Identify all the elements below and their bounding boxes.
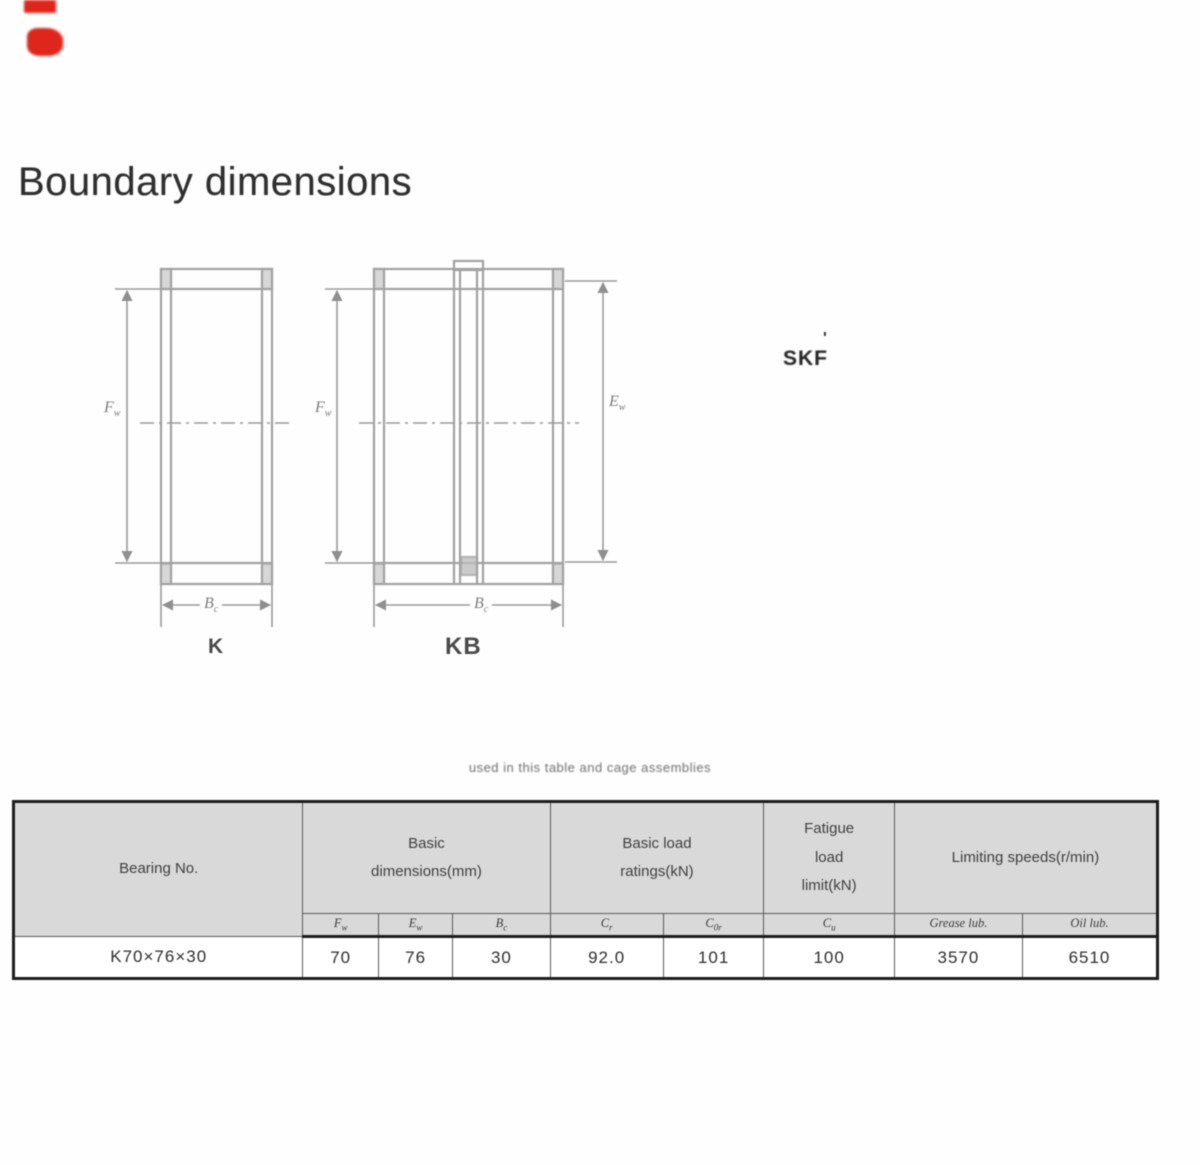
col-header-oil: Oil lub.	[1022, 914, 1157, 937]
col-group-basic-load-ratings	[550, 802, 764, 914]
dim-label-ew: $E_w$	[609, 393, 626, 414]
cell-bearing-no: K70×76×30	[14, 937, 303, 979]
cell-fw: 70	[303, 937, 379, 979]
dim-label-fw: $F_w$	[104, 399, 121, 420]
group-speeds-line1: Limiting speeds(r/min)	[951, 848, 1100, 866]
dim-label-fw: $F_w$	[315, 399, 332, 420]
figure-bearing-k	[100, 255, 320, 675]
brand-apostrophe-mark: '	[823, 330, 827, 347]
table-group-header-row	[14, 802, 1158, 914]
col-header-cr: $C_r$	[550, 914, 663, 937]
group-fatigue-line3: limit(kN)	[801, 877, 857, 895]
col-group-limiting-speeds	[894, 802, 1157, 914]
group-dims-line1: Basic	[408, 834, 445, 852]
red-annotation-mark	[27, 28, 63, 56]
col-header-c0r: $C_{0r}$	[663, 914, 764, 937]
col-header-fw: $F_w$	[303, 914, 379, 937]
col-header-grease: Grease lub.	[894, 914, 1022, 937]
col-header-bc: $B_c$	[453, 914, 550, 937]
red-annotation-mark	[24, 0, 56, 13]
page-title: Boundary dimensions	[18, 160, 413, 204]
cell-c0r: 101	[663, 937, 764, 979]
col-group-fatigue-load-limit	[764, 802, 894, 914]
cell-bc: 30	[453, 937, 550, 979]
figure-caption-kb: KB	[445, 633, 482, 660]
cell-cr: 92.0	[550, 937, 663, 979]
figure-bearing-kb	[315, 255, 635, 675]
dim-label-bc: $B_c$	[470, 595, 492, 615]
cell-cu: 100	[764, 937, 894, 979]
brand-logo: SKF	[783, 347, 828, 370]
bearing-spec-table	[12, 800, 1159, 980]
spec-table-wrap	[12, 800, 1159, 980]
group-fatigue-line2: load	[814, 848, 844, 866]
cell-ew: 76	[378, 937, 452, 979]
cell-oil-speed: 6510	[1022, 937, 1157, 979]
table-row	[14, 937, 1158, 979]
col-header-ew: $E_w$	[378, 914, 452, 937]
group-load-line2: ratings(kN)	[620, 863, 694, 880]
group-fatigue-line1: Fatigue	[804, 820, 855, 838]
group-load-line1: Basic load	[622, 834, 692, 852]
col-header-bearing-no: Bearing No.	[14, 802, 303, 937]
group-dims-line2: dimensions(mm)	[371, 863, 482, 880]
cell-grease-speed: 3570	[894, 937, 1022, 979]
dim-label-bc: $B_c$	[200, 595, 222, 615]
figure-caption-k: K	[208, 635, 225, 658]
col-header-cu: $C_u$	[764, 914, 894, 937]
table-note: used in this table and cage assemblies	[468, 760, 712, 775]
col-group-basic-dimensions	[303, 802, 550, 914]
